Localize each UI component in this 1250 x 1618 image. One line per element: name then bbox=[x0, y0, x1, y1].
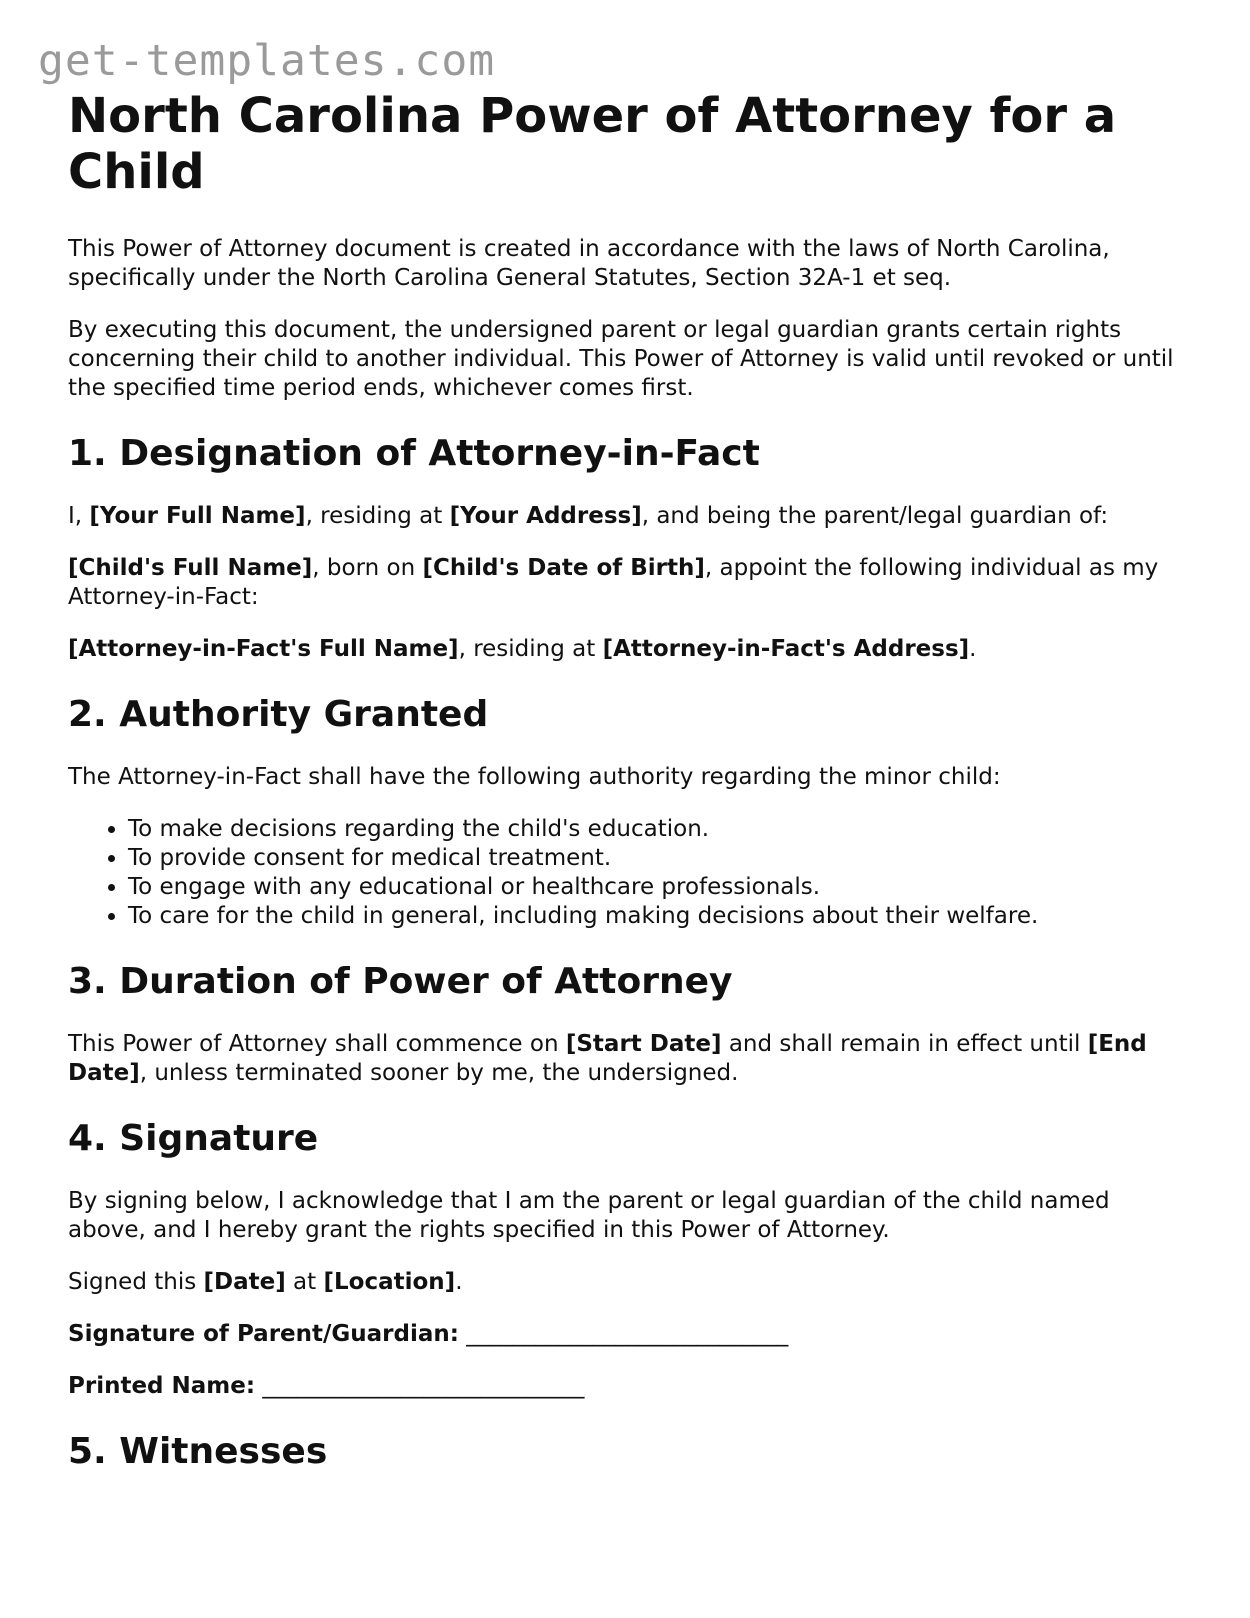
document-title: North Carolina Power of Attorney for a Child bbox=[68, 88, 1117, 200]
child-dob-placeholder: [Child's Date of Birth] bbox=[422, 555, 705, 581]
end-date-placeholder: [End Date] bbox=[68, 1031, 1147, 1086]
section-3-heading: 3. Duration of Power of Attorney bbox=[68, 961, 733, 1002]
designation-parent-line: I, [Your Full Name], residing at [Your Address], and being the parent/legal guardian of: bbox=[68, 503, 1109, 529]
authority-intro: The Attorney-in-Fact shall have the following authority regarding the minor child: bbox=[68, 764, 1001, 790]
printed-name-line: ____________________________ bbox=[262, 1373, 585, 1399]
child-full-name-placeholder: [Child's Full Name] bbox=[68, 555, 313, 581]
signature-field bbox=[68, 1320, 1188, 1349]
section-4-heading: 4. Signature bbox=[68, 1118, 319, 1159]
designation-attorney-line: [Attorney-in-Fact's Full Name], residing at [Attorney-in-Fact's Address]. bbox=[68, 636, 977, 662]
printed-name-label: Printed Name: bbox=[68, 1373, 256, 1399]
attorney-address-placeholder: [Attorney-in-Fact's Address] bbox=[602, 636, 970, 662]
attorney-name-placeholder: [Attorney-in-Fact's Full Name] bbox=[68, 636, 459, 662]
list-item: • To care for the child in general, including making decisions about their welfare. bbox=[128, 902, 1188, 931]
authority-list bbox=[68, 815, 1188, 931]
printed-name-field bbox=[68, 1372, 1188, 1401]
signature-label: Signature of Parent/Guardian: bbox=[68, 1321, 459, 1347]
duration-paragraph: This Power of Attorney shall commence on [Start Date] and shall remain in effect until [End Date], unless terminated sooner by me, the undersigned. bbox=[68, 1031, 1147, 1086]
list-item: • To provide consent for medical treatment. bbox=[128, 844, 1188, 873]
list-item: • To make decisions regarding the child's education. bbox=[128, 815, 1188, 844]
watermark: get-templates.com bbox=[38, 36, 496, 86]
start-date-placeholder: [Start Date] bbox=[565, 1031, 722, 1057]
your-address-placeholder: [Your Address] bbox=[449, 503, 642, 529]
document-body bbox=[68, 88, 1188, 1500]
date-placeholder: [Date] bbox=[203, 1269, 286, 1295]
location-placeholder: [Location] bbox=[323, 1269, 456, 1295]
intro-paragraph-1: This Power of Attorney document is created in accordance with the laws of North Carolina, specifically under the North Carolina General Statutes, Section 32A-1 et seq. bbox=[68, 236, 1110, 291]
intro-paragraph-2: By executing this document, the undersigned parent or legal guardian grants certain rights concerning their child to another individual. This Power of Attorney is valid until revoked or until the specified time period ends, whichever comes first. bbox=[68, 317, 1174, 401]
section-2-heading: 2. Authority Granted bbox=[68, 694, 489, 735]
section-1-heading: 1. Designation of Attorney-in-Fact bbox=[68, 433, 760, 474]
your-full-name-placeholder: [Your Full Name] bbox=[89, 503, 306, 529]
list-item: • To engage with any educational or healthcare professionals. bbox=[128, 873, 1188, 902]
section-5-heading: 5. Witnesses bbox=[68, 1431, 328, 1472]
signature-line: ____________________________ bbox=[466, 1321, 789, 1347]
designation-child-line: [Child's Full Name], born on [Child's Date of Birth], appoint the following individual as my Attorney-in-Fact: bbox=[68, 555, 1159, 610]
signed-date-location: Signed this [Date] at [Location]. bbox=[68, 1269, 463, 1295]
signature-acknowledgement: By signing below, I acknowledge that I am the parent or legal guardian of the child named above, and I hereby grant the rights specified in this Power of Attorney. bbox=[68, 1188, 1110, 1243]
